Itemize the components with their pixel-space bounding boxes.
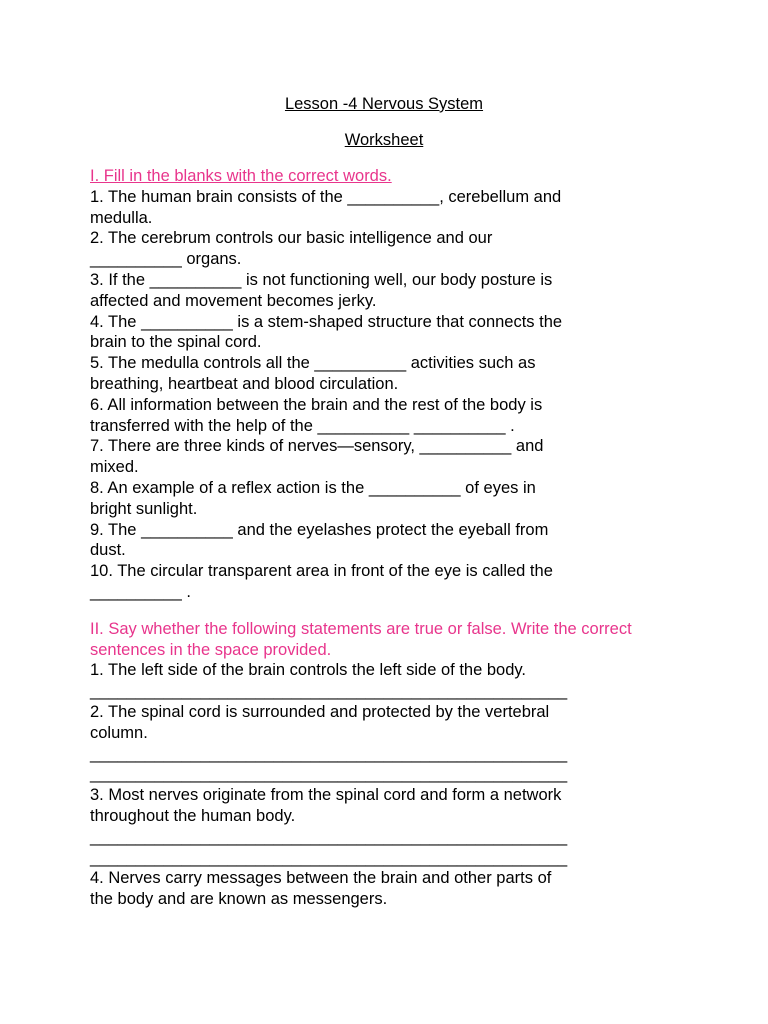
section-spacer [90, 603, 690, 619]
question-line: 3. If the __________ is not functioning well, our body posture is [90, 270, 553, 289]
question-line: transferred with the help of the __________ __________ . [90, 416, 515, 435]
question-line: affected and movement becomes jerky. [90, 291, 377, 310]
question-line: 5. The medulla controls all the __________ activities such as [90, 354, 536, 373]
statement-line: column. [90, 723, 148, 742]
answer-blank-line: ____________________________________________________ [90, 848, 568, 867]
question-line: breathing, heartbeat and blood circulation. [90, 374, 399, 393]
section-2-heading-line-2: sentences in the space provided. [90, 640, 332, 659]
page-subtitle: Worksheet [344, 131, 424, 149]
question-line: 10. The circular transparent area in front of the eye is called the [90, 562, 553, 581]
statement-line: throughout the human body. [90, 806, 296, 825]
question-line: 4. The __________ is a stem-shaped structure that connects the [90, 312, 563, 331]
statement-line: 4. Nerves carry messages between the brain and other parts of [90, 869, 552, 888]
statement-line: 1. The left side of the brain controls the left side of the body. [90, 661, 526, 680]
question-line: 8. An example of a reflex action is the __________ of eyes in [90, 478, 536, 497]
section-1-heading: I. Fill in the blanks with the correct words. [90, 167, 392, 185]
statement-line: the body and are known as messengers. [90, 890, 388, 909]
question-line: 6. All information between the brain and the rest of the body is [90, 395, 543, 414]
page-title: Lesson -4 Nervous System [284, 95, 484, 113]
question-line: __________ organs. [90, 250, 242, 269]
answer-blank-line: ____________________________________________________ [90, 827, 568, 846]
question-line: mixed. [90, 458, 139, 477]
question-line: 9. The __________ and the eyelashes protect the eyeball from [90, 520, 549, 539]
question-line: 7. There are three kinds of nerves—sensory, __________ and [90, 437, 544, 456]
statement-line: 2. The spinal cord is surrounded and protected by the vertebral [90, 702, 550, 721]
question-line: dust. [90, 541, 126, 560]
worksheet-body [90, 166, 690, 910]
answer-blank-line: ____________________________________________________ [90, 744, 568, 763]
question-line: 2. The cerebrum controls our basic intelligence and our [90, 229, 493, 248]
question-line: 1. The human brain consists of the __________, cerebellum and [90, 187, 562, 206]
question-line: medulla. [90, 208, 153, 227]
section-2-heading-line-1: II. Say whether the following statements are true or false. Write the correct [90, 619, 632, 638]
question-line: __________ . [90, 582, 191, 601]
answer-blank-line: ____________________________________________________ [90, 682, 568, 701]
answer-blank-line: ____________________________________________________ [90, 765, 568, 784]
question-line: bright sunlight. [90, 499, 198, 518]
question-line: brain to the spinal cord. [90, 333, 262, 352]
statement-line: 3. Most nerves originate from the spinal cord and form a network [90, 786, 562, 805]
